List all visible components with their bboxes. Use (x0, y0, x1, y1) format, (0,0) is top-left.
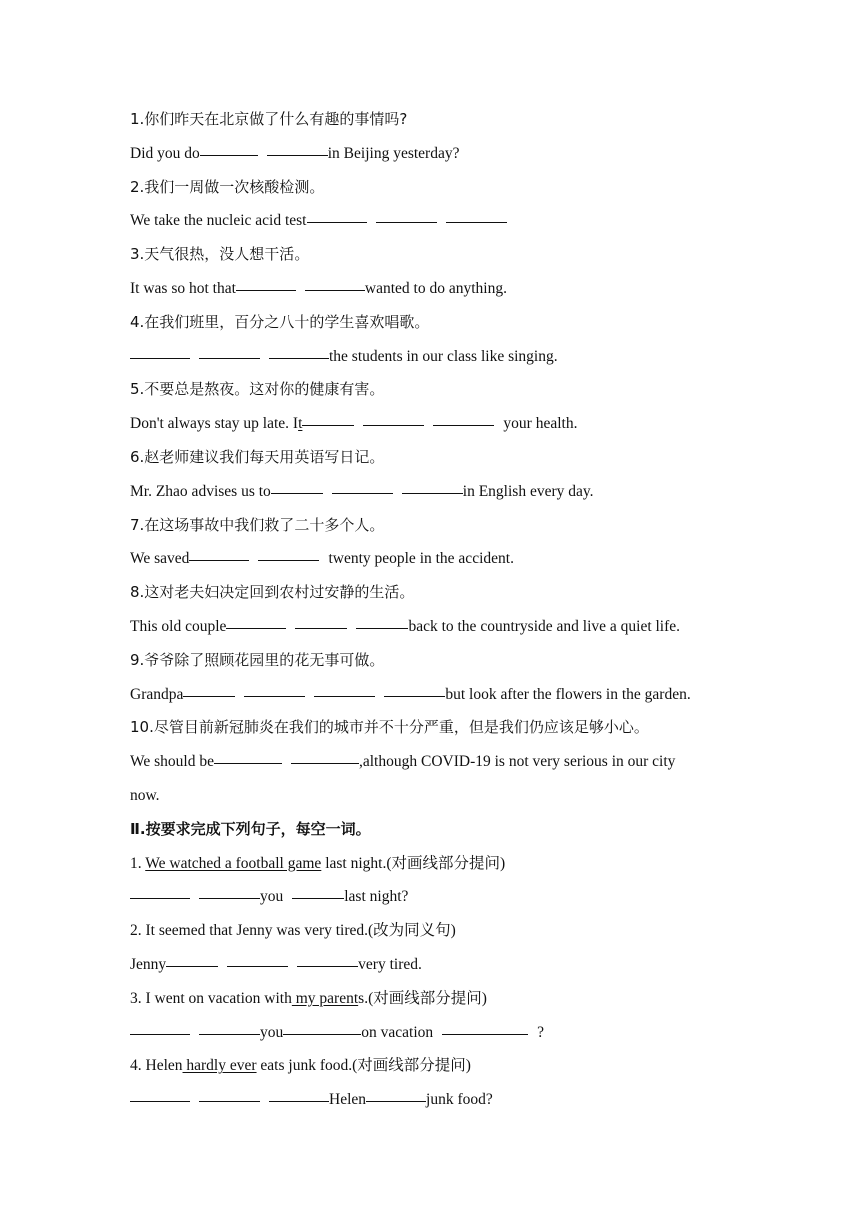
p2-q1-answer: you last night? (130, 880, 740, 914)
answer-blank[interactable] (363, 424, 424, 426)
answer-blank[interactable] (402, 492, 463, 494)
q10-english-cont: now. (130, 786, 160, 804)
answer-blank[interactable] (269, 1100, 329, 1102)
q1-chinese: 1.你们昨天在北京做了什么有趣的事情吗? (130, 110, 408, 128)
section-ii-heading: Ⅱ.按要求完成下列句子，每空一词。 (130, 819, 371, 838)
answer-blank[interactable] (130, 897, 190, 899)
answer-blank[interactable] (267, 154, 328, 156)
answer-blank[interactable] (305, 289, 365, 291)
answer-blank[interactable] (130, 357, 190, 359)
answer-blank[interactable] (446, 221, 507, 223)
answer-blank[interactable] (271, 492, 323, 494)
q8-chinese: 8.这对老夫妇决定回到农村过安静的生活。 (130, 583, 415, 602)
p2-q2-prompt: 2. It seemed that Jenny was very tired.(改为同义句) (130, 922, 456, 940)
answer-blank[interactable] (130, 1100, 190, 1102)
answer-blank[interactable] (433, 424, 494, 426)
answer-blank[interactable] (283, 1033, 361, 1035)
q5-chinese: 5.不要总是熬夜。这对你的健康有害。 (130, 380, 385, 399)
answer-blank[interactable] (227, 965, 288, 967)
p2-q1-prompt: 1. We watched a football game last night.(对画线部分提问) (130, 854, 506, 872)
q2-english: We take the nucleic acid test (130, 204, 740, 238)
p2-q4-prompt: 4. Helen hardly ever eats junk food.(对画线部分提问) (130, 1057, 471, 1075)
answer-blank[interactable] (332, 492, 393, 494)
q4-chinese: 4.在我们班里，百分之八十的学生喜欢唱歌。 (130, 312, 430, 331)
answer-blank[interactable] (258, 559, 319, 561)
answer-blank[interactable] (356, 627, 408, 629)
q7-chinese: 7.在这场事故中我们救了二十多个人。 (130, 515, 385, 534)
q5-english: Don't always stay up late. It your health. (130, 415, 578, 433)
answer-blank[interactable] (199, 1033, 260, 1035)
answer-blank[interactable] (307, 221, 367, 223)
q7-english: We saved twenty people in the accident. (130, 550, 514, 568)
answer-blank[interactable] (292, 897, 344, 899)
answer-blank[interactable] (200, 154, 258, 156)
q10-chinese: 10.尽管目前新冠肺炎在我们的城市并不十分严重，但是我们仍应该足够小心。 (130, 718, 649, 737)
p2-q2-answer: Jenny very tired. (130, 955, 422, 973)
answer-blank[interactable] (199, 357, 260, 359)
underlined-phrase: We watched a football game (145, 854, 322, 872)
answer-blank[interactable] (226, 627, 286, 629)
q4-english: the students in our class like singing. (130, 340, 740, 374)
answer-blank[interactable] (295, 627, 347, 629)
q9-chinese: 9.爷爷除了照顾花园里的花无事可做。 (130, 650, 385, 669)
answer-blank[interactable] (166, 965, 218, 967)
p2-q4-answer: Helen junk food? (130, 1083, 740, 1117)
answer-blank[interactable] (130, 1033, 190, 1035)
q3-chinese: 3.天气很热，没人想干活。 (130, 245, 310, 264)
worksheet (130, 103, 740, 1117)
answer-blank[interactable] (183, 695, 235, 697)
q10-english: We should be ,although COVID-19 is not very serious in our city (130, 753, 676, 771)
answer-blank[interactable] (214, 762, 282, 764)
answer-blank[interactable] (199, 1100, 260, 1102)
p2-q3-prompt: 3. I went on vacation with my parents.(对画线部分提问) (130, 989, 487, 1007)
answer-blank[interactable] (297, 965, 358, 967)
underlined-phrase: hardly ever (182, 1057, 257, 1075)
answer-blank[interactable] (366, 1100, 426, 1102)
answer-blank[interactable] (384, 695, 445, 697)
q6-chinese: 6.赵老师建议我们每天用英语写日记。 (130, 447, 385, 466)
q6-english: Mr. Zhao advises us to in English every day. (130, 482, 594, 500)
answer-blank[interactable] (442, 1033, 528, 1035)
q2-chinese: 2.我们一周做一次核酸检测。 (130, 177, 325, 196)
q3-english: It was so hot that wanted to do anything. (130, 279, 507, 297)
answer-blank[interactable] (291, 762, 359, 764)
answer-blank[interactable] (189, 559, 249, 561)
answer-blank[interactable] (302, 424, 354, 426)
underlined-phrase: my parent (291, 989, 359, 1007)
answer-blank[interactable] (199, 897, 260, 899)
q8-english: This old couple back to the countryside and live a quiet life. (130, 617, 681, 635)
q1-english: Did you do in Beijing yesterday? (130, 144, 460, 162)
q9-english: Grandpa but look after the flowers in the garden. (130, 685, 691, 703)
answer-blank[interactable] (236, 289, 296, 291)
answer-blank[interactable] (376, 221, 437, 223)
answer-blank[interactable] (314, 695, 375, 697)
answer-blank[interactable] (269, 357, 329, 359)
p2-q3-answer: you on vacation ? (130, 1016, 740, 1050)
answer-blank[interactable] (244, 695, 305, 697)
